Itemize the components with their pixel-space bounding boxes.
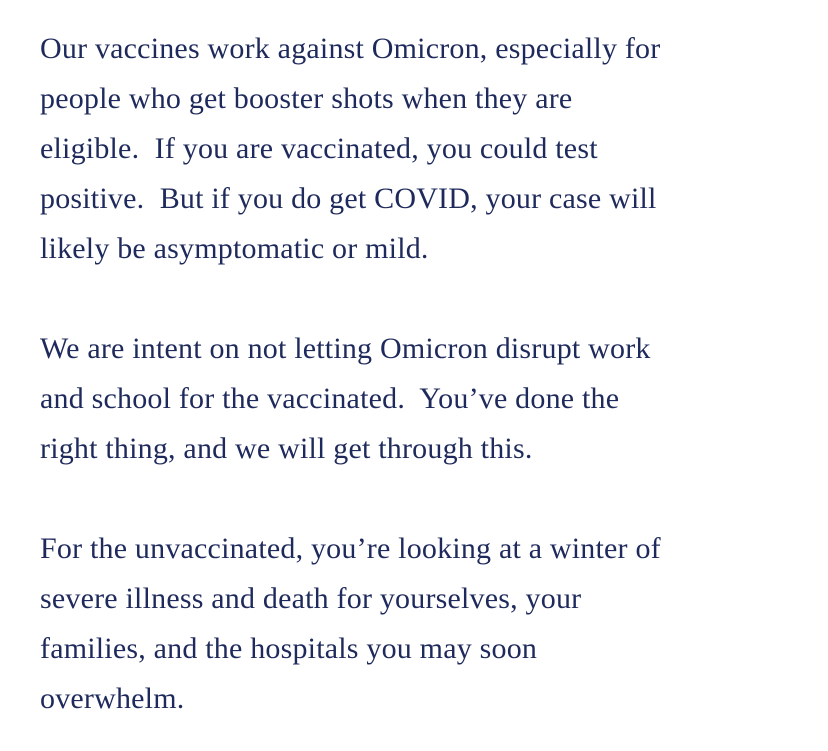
paragraph-unvaccinated-warning (40, 524, 810, 724)
text-line: people who get booster shots when they are (40, 82, 573, 115)
text-line: likely be asymptomatic or mild. (40, 232, 429, 265)
text-line: Our vaccines work against Omicron, especially for (40, 32, 661, 65)
paragraph-work-and-school (40, 324, 810, 474)
text-line: right thing, and we will get through this. (40, 432, 533, 465)
statement-text-block (40, 24, 810, 724)
text-line: We are intent on not letting Omicron disrupt work (40, 332, 651, 365)
text-line: positive. But if you do get COVID, your case will (40, 182, 657, 215)
text-line: families, and the hospitals you may soon (40, 632, 538, 665)
text-line: and school for the vaccinated. You’ve done the (40, 382, 620, 415)
text-line: eligible. If you are vaccinated, you could test (40, 132, 598, 165)
text-line: For the unvaccinated, you’re looking at a winter of (40, 532, 661, 565)
paragraph-omicron-vaccines (40, 24, 810, 274)
text-line: severe illness and death for yourselves, your (40, 582, 582, 615)
text-line: overwhelm. (40, 682, 185, 715)
